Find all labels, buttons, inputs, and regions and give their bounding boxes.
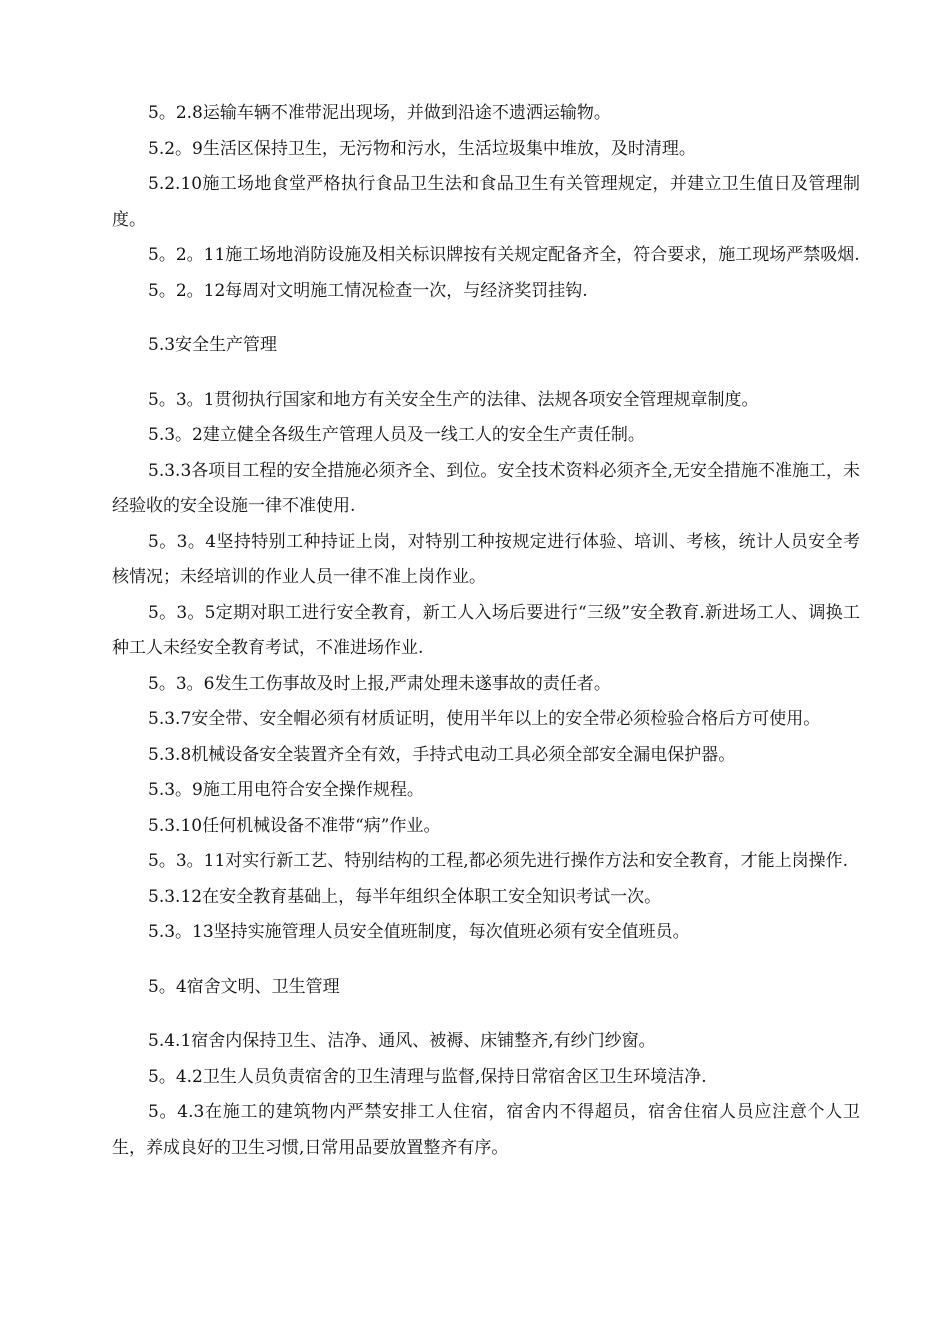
paragraph-5-3-3: 5.3.3各项目工程的安全措施必须齐全、到位。安全技术资料必须齐全,无安全措施不准施工，未经验收的安全设施一律不准使用.	[112, 460, 860, 516]
paragraph-5-3-12: 5.3.12在安全教育基础上，每半年组织全体职工安全知识考试一次。	[148, 886, 662, 907]
paragraph-5-2-9: 5.2。9生活区保持卫生，无污物和污水，生活垃圾集中堆放，及时清理。	[148, 138, 696, 159]
paragraph-5-4-1: 5.4.1宿舍内保持卫生、洁净、通风、被褥、床铺整齐,有纱门纱窗。	[148, 1031, 656, 1051]
paragraph-5-3-1: 5。3。1贯彻执行国家和地方有关安全生产的法律、法规各项安全管理规章制度。	[148, 389, 759, 410]
paragraph-5-4-2: 5。4.2卫生人员负责宿舍的卫生清理与监督,保持日常宿舍区卫生环境洁净.	[148, 1066, 707, 1087]
paragraph-5-2-8: 5。2.8运输车辆不准带泥出现场，并做到沿途不遗洒运输物。	[148, 103, 611, 123]
section-spacer	[112, 951, 860, 970]
document-body	[112, 96, 860, 1166]
paragraph-5-3-4: 5。3。4坚持特别工种持证上岗，对特别工种按规定进行体验、培训、考核，统计人员安全考核情况；未经培训的作业人员一律不准上岗作业。	[112, 531, 860, 587]
paragraph-5-3-13: 5.3。13坚持实施管理人员安全值班制度，每次值班必须有安全值班员。	[148, 922, 690, 942]
paragraph-5-3-6: 5。3。6发生工伤事故及时上报,严肃处理未遂事故的责任者。	[148, 673, 611, 694]
paragraph-5-2-10: 5.2.10施工场地食堂严格执行食品卫生法和食品卫生有关管理规定，并建立卫生值日及管理制度。	[112, 174, 860, 230]
paragraph-5-3-5: 5。3。5定期对职工进行安全教育，新工人入场后要进行“三级”安全教育.新进场工人、调换工种工人未经安全教育考试，不准进场作业.	[112, 602, 860, 658]
section-heading-5-3: 5.3安全生产管理	[148, 335, 278, 355]
section-spacer	[112, 309, 860, 328]
paragraph-5-3-8: 5.3.8机械设备安全装置齐全有效，手持式电动工具必须全部安全漏电保护器。	[148, 744, 736, 765]
paragraph-5-3-2: 5.3。2建立健全各级生产管理人员及一线工人的安全生产责任制。	[148, 425, 645, 445]
paragraph-5-2-11: 5。2。11施工场地消防设施及相关标识牌按有关规定配备齐全，符合要求，施工现场严禁吸烟.	[148, 245, 860, 265]
paragraph-5-3-7: 5.3.7安全带、安全帽必须有材质证明，使用半年以上的安全带必须检验合格后方可使用。	[148, 709, 821, 729]
section-spacer	[112, 1005, 860, 1024]
paragraph-5-3-11: 5。3。11对实行新工艺、特别结构的工程,都必须先进行操作方法和安全教育，才能上岗操作.	[148, 851, 849, 871]
section-spacer	[112, 364, 860, 383]
paragraph-5-3-10: 5.3.10任何机械设备不准带“病”作业。	[148, 815, 441, 836]
paragraph-5-3-9: 5.3。9施工用电符合安全操作规程。	[148, 780, 424, 800]
section-heading-5-4: 5。4宿舍文明、卫生管理	[148, 976, 340, 997]
paragraph-5-2-12: 5。2。12每周对文明施工情况检查一次，与经济奖罚挂钩.	[148, 280, 588, 301]
paragraph-5-4-3: 5。4.3在施工的建筑物内严禁安排工人住宿，宿舍内不得超员，宿舍住宿人员应注意个人卫生，养成良好的卫生习惯,日常用品要放置整齐有序。	[112, 1102, 860, 1158]
